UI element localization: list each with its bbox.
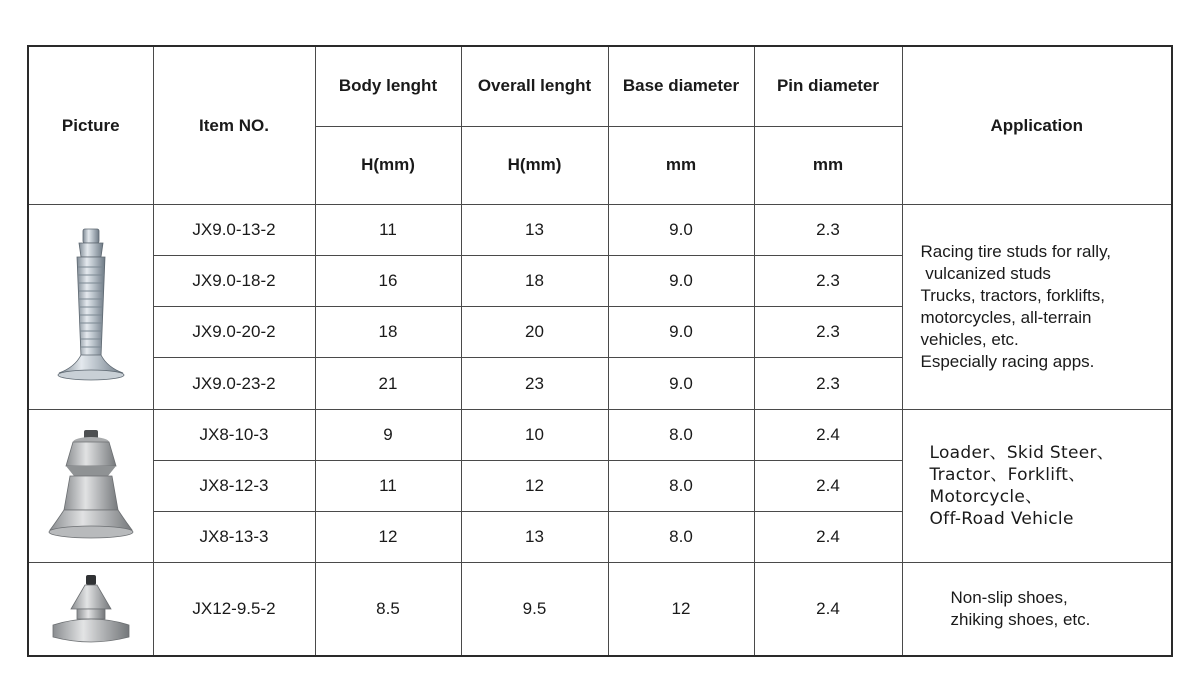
application-line: Trucks, tractors, forklifts, — [920, 285, 1106, 305]
item-no-cell: JX8-12-3 — [153, 460, 315, 511]
pin-diameter-cell: 2.3 — [754, 358, 902, 409]
application-line: Loader、Skid Steer、 — [929, 442, 1115, 463]
pin-diameter-cell: 2.4 — [754, 460, 902, 511]
body-length-cell: 21 — [315, 358, 461, 409]
body-length-cell: 8.5 — [315, 563, 461, 656]
application-line: motorcycles, all-terrain — [920, 307, 1092, 327]
unit-body-length: H(mm) — [315, 126, 461, 204]
header-application: Application — [902, 46, 1172, 205]
header-base-diameter: Base diameter — [608, 46, 754, 126]
application-line: Motorcycle、 — [929, 486, 1043, 507]
item-no-cell: JX9.0-20-2 — [153, 307, 315, 358]
table-row — [28, 205, 1172, 256]
base-diameter-cell: 8.0 — [608, 460, 754, 511]
item-no-cell: JX9.0-23-2 — [153, 358, 315, 409]
header-picture: Picture — [28, 46, 153, 205]
item-no-cell: JX8-13-3 — [153, 511, 315, 562]
body-length-cell: 11 — [315, 460, 461, 511]
unit-base-diameter: mm — [608, 126, 754, 204]
body-length-cell: 9 — [315, 409, 461, 460]
pin-diameter-cell: 2.4 — [754, 409, 902, 460]
application-line: Tractor、Forklift、 — [929, 464, 1086, 485]
pin-diameter-cell: 2.3 — [754, 256, 902, 307]
table-row — [28, 563, 1172, 656]
base-diameter-cell: 9.0 — [608, 256, 754, 307]
base-diameter-cell: 12 — [608, 563, 754, 656]
application-cell — [902, 409, 1172, 562]
table-row — [28, 409, 1172, 460]
base-diameter-cell: 8.0 — [608, 409, 754, 460]
body-length-cell: 16 — [315, 256, 461, 307]
pin-diameter-cell: 2.4 — [754, 511, 902, 562]
application-line: Racing tire studs for rally, — [920, 241, 1112, 261]
pin-diameter-cell: 2.3 — [754, 307, 902, 358]
header-item-no: Item NO. — [153, 46, 315, 205]
base-diameter-cell: 9.0 — [608, 307, 754, 358]
pin-diameter-cell: 2.3 — [754, 205, 902, 256]
header-row — [28, 46, 1172, 126]
stepped-tire-stud-image — [46, 426, 136, 546]
unit-overall-length: H(mm) — [461, 126, 608, 204]
item-no-cell: JX8-10-3 — [153, 409, 315, 460]
stud-spec-table — [27, 45, 1173, 657]
body-length-cell: 18 — [315, 307, 461, 358]
tall-threaded-tire-stud-image — [51, 227, 131, 387]
application-line: Especially racing apps. — [920, 351, 1095, 371]
base-diameter-cell: 9.0 — [608, 358, 754, 409]
application-line: vulcanized studs — [920, 263, 1051, 283]
overall-length-cell: 9.5 — [461, 563, 608, 656]
overall-length-cell: 18 — [461, 256, 608, 307]
overall-length-cell: 13 — [461, 205, 608, 256]
overall-length-cell: 10 — [461, 409, 608, 460]
overall-length-cell: 23 — [461, 358, 608, 409]
base-diameter-cell: 8.0 — [608, 511, 754, 562]
application-line: Off-Road Vehicle — [929, 508, 1074, 529]
body-length-cell: 11 — [315, 205, 461, 256]
header-body-length: Body lenght — [315, 46, 461, 126]
picture-cell — [28, 205, 153, 410]
header-overall-length: Overall lenght — [461, 46, 608, 126]
base-diameter-cell: 9.0 — [608, 205, 754, 256]
application-line: vehicles, etc. — [920, 329, 1019, 349]
item-no-cell: JX12-9.5-2 — [153, 563, 315, 656]
picture-cell — [28, 409, 153, 562]
overall-length-cell: 20 — [461, 307, 608, 358]
overall-length-cell: 13 — [461, 511, 608, 562]
body-length-cell: 12 — [315, 511, 461, 562]
item-no-cell: JX9.0-13-2 — [153, 205, 315, 256]
shoe-stud-image — [49, 569, 133, 649]
header-pin-diameter: Pin diameter — [754, 46, 902, 126]
application-line: zhiking shoes, etc. — [950, 610, 1091, 630]
application-line: Non-slip shoes, — [950, 588, 1068, 608]
application-cell — [902, 205, 1172, 410]
item-no-cell: JX9.0-18-2 — [153, 256, 315, 307]
picture-cell — [28, 563, 153, 656]
overall-length-cell: 12 — [461, 460, 608, 511]
pin-diameter-cell: 2.4 — [754, 563, 902, 656]
application-cell — [902, 563, 1172, 656]
unit-pin-diameter: mm — [754, 126, 902, 204]
